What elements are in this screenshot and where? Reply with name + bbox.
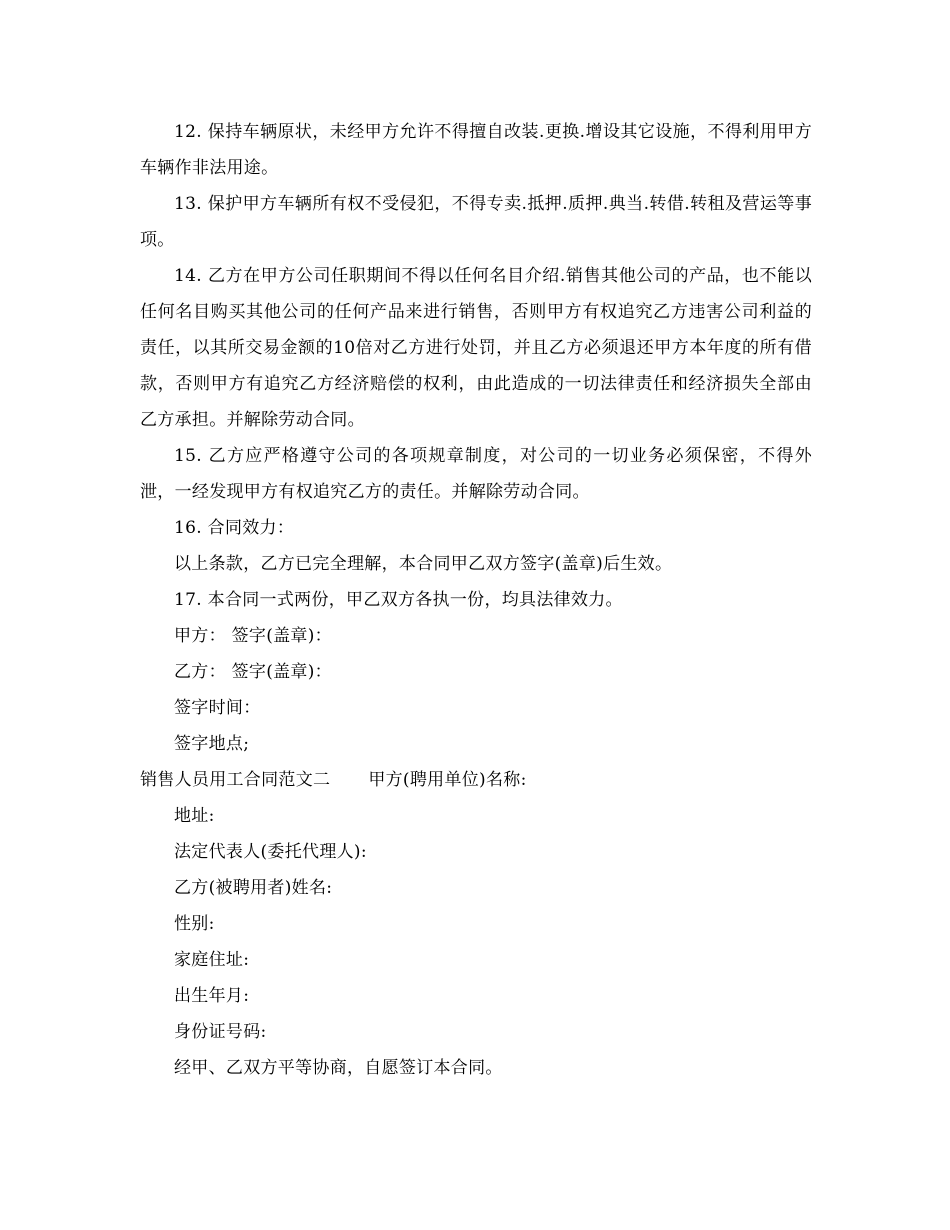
section-party: 甲方(聘用单位)名称: [368, 770, 527, 790]
agreement-statement: 经甲、乙双方平等协商，自愿签订本合同。 [174, 1058, 503, 1078]
section-heading [140, 762, 812, 798]
party-a-signature: 甲方： 签字(盖章)： [174, 626, 332, 646]
clause-13: 13. 保护甲方车辆所有权不受侵犯，不得专卖.抵押.质押.典当.转借.转租及营运等事项。 [140, 194, 812, 250]
party-b-signature: 乙方： 签字(盖章)： [174, 662, 332, 682]
signing-date: 签字时间： [174, 698, 261, 718]
field-employee-name: 乙方(被聘用者)姓名: [174, 878, 333, 898]
field-legal-rep: 法定代表人(委托代理人): [174, 842, 367, 862]
clause-16-text: 以上条款，乙方已完全理解，本合同甲乙双方签字(盖章)后生效。 [174, 554, 673, 574]
clause-12: 12. 保持车辆原状，未经甲方允许不得擅自改装.更换.增设其它设施，不得利用甲方车辆作非法用途。 [140, 122, 812, 178]
field-home-address: 家庭住址: [174, 950, 250, 970]
field-birth-date: 出生年月: [174, 986, 250, 1006]
clause-15: 15. 乙方应严格遵守公司的各项规章制度，对公司的一切业务必须保密，不得外泄，一经发现甲方有权追究乙方的责任。并解除劳动合同。 [140, 446, 812, 502]
field-id-number: 身份证号码: [174, 1022, 267, 1042]
clause-16: 16. 合同效力： [174, 518, 295, 538]
document-body [140, 114, 812, 1086]
section-title: 销售人员用工合同范文二 [140, 770, 331, 790]
field-address: 地址: [174, 806, 215, 826]
clause-17: 17. 本合同一式两份，甲乙双方各执一份，均具法律效力。 [174, 590, 623, 610]
field-gender: 性别: [174, 914, 215, 934]
clause-14: 14. 乙方在甲方公司任职期间不得以任何名目介绍.销售其他公司的产品，也不能以任何名目购买其他公司的任何产品来进行销售，否则甲方有权追究乙方违害公司利益的责任，以其所交易金额的10倍对乙方进行处罚，并且乙方必须退还甲方本年度的所有借款，否则甲方有追究乙方经济赔偿的权利，由此造成的一切法律责任和经济损失全部由乙方承担。并解除劳动合同。 [140, 266, 812, 430]
signing-place: 签字地点; [174, 734, 250, 754]
